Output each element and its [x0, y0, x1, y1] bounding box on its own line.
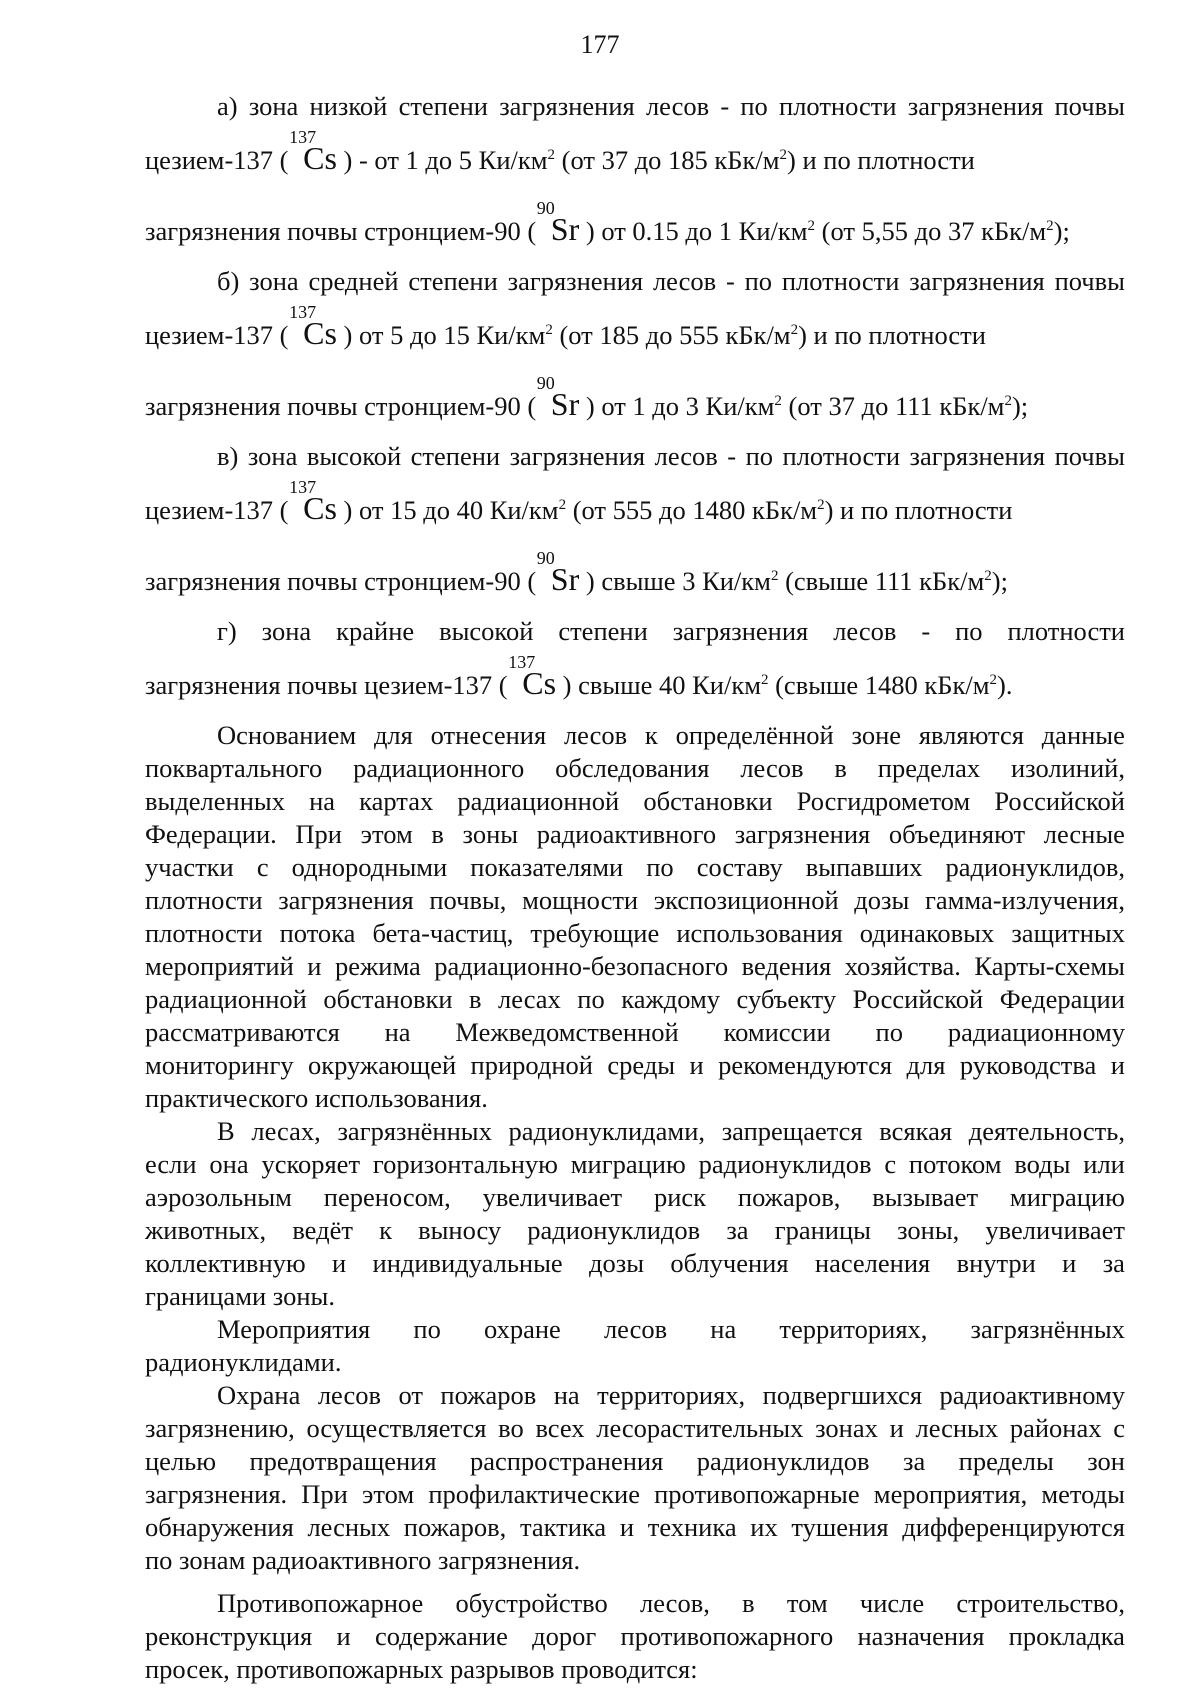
paragraph-line: плотности загрязнения почвы, мощности экспозиционной дозы гамма-излучения, — [145, 885, 1125, 915]
paragraph-line: радионуклидами. — [145, 1347, 342, 1377]
paragraph-line: загрязнения. При этом профилактические противопожарные мероприятия, методы — [145, 1479, 1125, 1509]
zone-b-strontium-line: загрязнения почвы стронцием-90 ( 90 Sr ) от 1 до 3 $Ки/км^2$ (от 37 до 111 кБк/$м^2$); — [145, 373, 1029, 422]
paragraph-line: практического использования. — [145, 1083, 488, 1113]
paragraph-line: если она ускоряет горизонтальную миграцию радионуклидов с потоком воды или — [145, 1149, 1125, 1179]
paragraph-line: выделенных на картах радиационной обстановки Росгидрометом Российской — [145, 786, 1125, 816]
paragraph-line: реконструкция и содержание дорог противопожарного назначения прокладка — [145, 1621, 1125, 1651]
paragraph-line: Федерации. При этом в зоны радиоактивного загрязнения объединяют лесные — [145, 819, 1125, 849]
paragraph-line: аэрозольным переносом, увеличивает риск пожаров, вызывает миграцию — [145, 1182, 1125, 1212]
paragraph-line: целью предотвращения распространения радионуклидов за пределы зон — [145, 1446, 1125, 1476]
zone-a-heading: а) зона низкой степени загрязнения лесов - по плотности загрязнения почвы — [217, 91, 1125, 121]
zone-b-cesium-line: цезием-137 ( 137 Cs ) от 5 до 15 $Ки/км^2$ (от 185 до 555 кБк/$м^2$) и по плотности — [145, 302, 986, 351]
cesium-137-formula: 137 Cs — [289, 127, 337, 176]
paragraph-line: животных, ведёт к выносу радионуклидов за границы зоны, увеличивает — [145, 1215, 1125, 1245]
page-number: 177 — [580, 30, 620, 59]
paragraph — [145, 719, 1125, 1115]
paragraph-line: радиационной обстановки в лесах по каждому субъекту Российской Федерации — [145, 984, 1125, 1014]
paragraph-line: коллективную и индивидуальные дозы облучения населения внутри и за — [145, 1248, 1125, 1278]
paragraph-line: плотности потока бета-частиц, требующие использования одинаковых защитных — [145, 918, 1125, 948]
paragraph-line: рассматриваются на Межведомственной комиссии по радиационному — [145, 1017, 1125, 1047]
strontium-90-formula: 90 Sr — [536, 198, 580, 247]
paragraph-line: по зонам радиоактивного загрязнения. — [145, 1545, 581, 1575]
paragraph-line: границами зоны. — [145, 1281, 335, 1311]
paragraph — [145, 1379, 1125, 1577]
zone-c-heading: в) зона высокой степени загрязнения лесов - по плотности загрязнения почвы — [217, 441, 1125, 471]
zone-d-heading: г) зона крайне высокой степени загрязнения лесов - по плотности — [217, 616, 1125, 646]
paragraph-line: обнаружения лесных пожаров, тактика и техника их тушения дифференцируются — [145, 1512, 1125, 1542]
paragraph-line: мониторингу окружающей природной среды и рекомендуются для руководства и — [145, 1050, 1125, 1080]
zone-c-cesium-line: цезием-137 ( 137 Cs ) от 15 до 40 $Ки/км^2$ (от 555 до 1480 кБк/$м^2$) и по плотности — [145, 477, 1013, 526]
zone-c-strontium-line: загрязнения почвы стронцием-90 ( 90 Sr ) свыше 3 $Ки/км^2$ (свыше 111 кБк/$м^2$); — [145, 548, 1008, 597]
cesium-137-formula: 137 Cs — [508, 652, 557, 701]
paragraph-line: Противопожарное обустройство лесов, в том числе строительство, — [217, 1588, 1125, 1618]
body-paragraphs — [145, 719, 1125, 1686]
zone-a-strontium-line: загрязнения почвы стронцием-90 ( 90 Sr ) от 0.15 до 1 $Ки/км^2$ (от 5,55 до 37 кБк/$м^2$); — [145, 198, 1070, 247]
paragraph-line: загрязнению, осуществляется во всех лесорастительных зонах и лесных районах с — [145, 1413, 1125, 1443]
strontium-90-formula: 90 Sr — [536, 548, 580, 597]
cesium-137-formula: 137 Cs — [289, 302, 337, 351]
document-body — [145, 90, 1125, 1686]
paragraph — [145, 1115, 1125, 1313]
paragraph-line: участки с однородными показателями по составу выпавших радионуклидов, — [145, 852, 1125, 882]
paragraph-line: просек, противопожарных разрывов проводится: — [145, 1654, 698, 1684]
zone-b-heading: б) зона средней степени загрязнения лесов - по плотности загрязнения почвы — [217, 266, 1125, 296]
paragraph-line: поквартального радиационного обследования лесов в пределах изолиний, — [145, 753, 1125, 783]
paragraph-line: Мероприятия по охране лесов на территориях, загрязнённых — [217, 1314, 1125, 1344]
paragraph — [145, 1313, 1125, 1379]
paragraph-line: мероприятий и режима радиационно-безопасного ведения хозяйства. Карты-схемы — [145, 951, 1125, 981]
strontium-90-formula: 90 Sr — [536, 373, 580, 422]
zone-a-cesium-line: цезием-137 ( 137 Cs ) - от 1 до 5 $Ки/км^2$ (от 37 до 185 кБк/$м^2$) и по плотности — [145, 127, 975, 176]
paragraph — [145, 1587, 1125, 1686]
paragraph-line: Основанием для отнесения лесов к определённой зоне являются данные — [217, 720, 1125, 750]
paragraph-line: Охрана лесов от пожаров на территориях, подвергшихся радиоактивному — [217, 1380, 1125, 1410]
paragraph-line: В лесах, загрязнённых радионуклидами, запрещается всякая деятельность, — [217, 1116, 1125, 1146]
cesium-137-formula: 137 Cs — [289, 477, 337, 526]
zone-d-cesium-line: загрязнения почвы цезием-137 ( 137 Cs ) свыше 40 $Ки/км^2$ (свыше 1480 кБк/$м^2$). — [145, 652, 1013, 701]
